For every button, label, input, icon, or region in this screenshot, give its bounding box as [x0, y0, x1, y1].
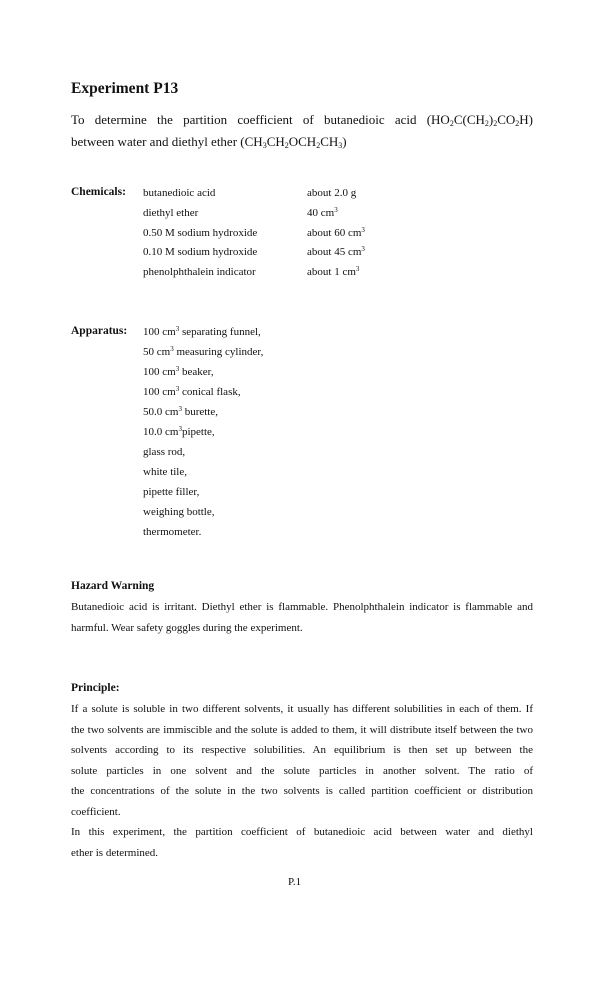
chemical-name: butanedioic acid	[143, 187, 216, 199]
apparatus-item: white tile,	[143, 466, 187, 478]
experiment-objective	[71, 109, 533, 153]
apparatus-item: weighing bottle,	[143, 506, 215, 518]
principle-line: solvents according to its respective solubilities. An equilibrium is then set up between the	[71, 744, 533, 756]
principle-line: the concentrations of the solute in the two solvents is called partition coefficient or distribution	[71, 785, 533, 797]
hazard-line: Butanedioic acid is irritant. Diethyl ether is flammable. Phenolphthalein indicator is flammable and	[71, 601, 533, 613]
principle-line: ether is determined.	[71, 846, 159, 859]
chemical-amount: about 45 $cm^3$	[307, 245, 365, 258]
principle-text	[71, 699, 533, 863]
objective-line-2: between water and diethyl ether $(CH_3CH_2OCH_2CH_3)$	[71, 134, 347, 150]
principle-heading: Principle:	[71, 682, 120, 694]
chemicals-label: Chemicals:	[71, 186, 126, 198]
principle-line: In this experiment, the partition coefficient of butanedioic acid between water and diethyl	[71, 826, 533, 838]
chemical-name: 0.50 M sodium hydroxide	[143, 227, 258, 239]
apparatus-item: pipette filler,	[143, 486, 200, 498]
apparatus-label: Apparatus:	[71, 325, 128, 337]
apparatus-item: 100 $cm^3$ conical flask,	[143, 385, 241, 398]
principle-line: the two solvents are immiscible and the solute is added to them, it will distribute itself between the two	[71, 723, 533, 736]
apparatus-item: 50.0 $cm^3$ burette,	[143, 405, 218, 418]
apparatus-item: 100 $cm^3$ beaker,	[143, 365, 214, 378]
page-title: Experiment P13	[71, 80, 179, 97]
principle-line: coefficient.	[71, 805, 121, 818]
chemical-amount: 40 $cm^3$	[307, 206, 338, 219]
apparatus-item: 50 $cm^3$ measuring cylinder,	[143, 345, 264, 358]
hazard-warning-heading: Hazard Warning	[71, 580, 155, 592]
hazard-line: harmful. Wear safety goggles during the experiment.	[71, 621, 303, 634]
chemical-name: phenolphthalein indicator	[143, 266, 256, 278]
principle-line: solute particles in one solvent and the solute particles in another solvent. The ratio of	[71, 764, 533, 777]
apparatus-item: 100 $cm^3$ separating funnel,	[143, 325, 261, 338]
chemical-name: diethyl ether	[143, 207, 199, 219]
hazard-warning-text	[71, 597, 533, 638]
objective-line-1: To determine the partition coefficient of butanedioic acid $(HO_2C(CH_2)_2CO_2H)$	[71, 112, 533, 128]
chemical-amount: about 60 $cm^3$	[307, 226, 365, 239]
apparatus-item: glass rod,	[143, 446, 186, 458]
chemical-name: 0.10 M sodium hydroxide	[143, 246, 258, 258]
chemical-amount: about 2.0 g	[307, 187, 357, 199]
apparatus-item: thermometer.	[143, 526, 202, 538]
chemical-amount: about 1 $cm^3$	[307, 265, 360, 278]
principle-line: If a solute is soluble in two different solvents, it usually has different solubilities in each of them. If	[71, 703, 533, 715]
page-number: P.1	[288, 876, 302, 888]
apparatus-item: 10.0 $cm^3pipette$,	[143, 425, 215, 438]
